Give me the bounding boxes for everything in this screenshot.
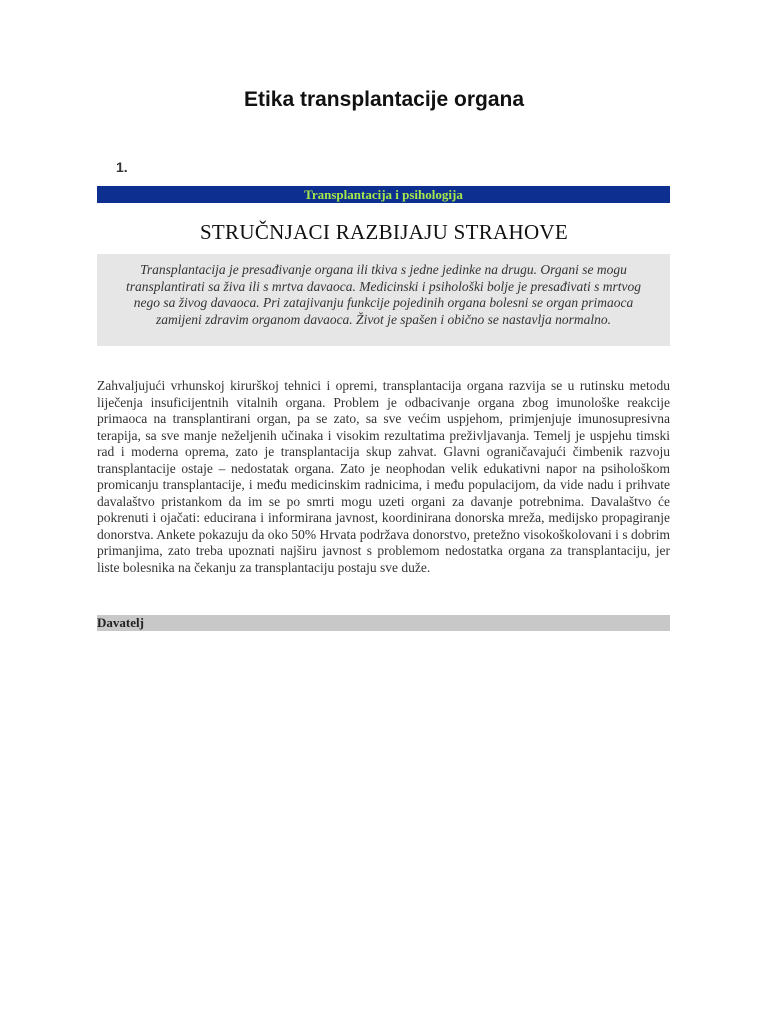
article-headline: STRUČNJACI RAZBIJAJU STRAHOVE xyxy=(199,220,569,244)
page-title: Etika transplantacije organa xyxy=(243,88,525,111)
lead-paragraph: Transplantacija je presađivanje organa ili tkiva s jedne jedinke na drugu. Organi se mogu transplantirati sa živa ili s mrtva davaoca. Medicinski i psihološki bolje je presađivati s mrtvog nego sa živog davaoca. Pri zatajivanju funkcije pojedinih organa bolesni se organ primaoca zamijeni zdravim organom davaoca. Život je spašen i obično se nastavlja normalno. xyxy=(97,254,670,346)
section-heading: Davatelj xyxy=(97,615,670,631)
body-paragraph: Zahvaljujući vrhunskoj kirurškoj tehnici i opremi, transplantacija organa razvija se u rutinsku metodu liječenja insuficijentnih vitalnih organa. Problem je odbacivanje organa zbog imunološke reakcije primaoca na transplantirani organ, pa se zato, sa sve većim uspjehom, primjenjuje imunosupresivna terapija, sa sve manje neželjenih učinaka i visokim rezultatima preživljavanja. Temelj je uspjehu timski rad i moderna oprema, zato je transplantacija skup zahvat. Glavni ograničavajući čimbenik razvoju transplantacije ostaje – nedostatak organa. Zato je neophodan velik edukativni napor na psihološkom promicanju transplantacije, i među medicinskim radnicima, i među populacijom, da vide nadu i prihvate davalaštvo pristankom da im se po smrti mogu uzeti organi za davanje potrebnima. Davalaštvo će pokrenuti i ojačati: educirana i informirana javnost, koordinirana donorska mreža, medijsko propagiranje donorstva. Ankete pokazuju da oko 50% Hrvata podržava donorstvo, pretežno visokoškolovani i s dobrim primanjima, zato treba upoznati najširu javnost s problemom nedostatka organa za transplantaciju, jer liste bolesnika na čekanju za transplantaciju postaju sve duže. xyxy=(97,378,670,575)
section-banner: Transplantacija i psihologija xyxy=(97,186,670,203)
list-number: 1. xyxy=(116,159,128,175)
